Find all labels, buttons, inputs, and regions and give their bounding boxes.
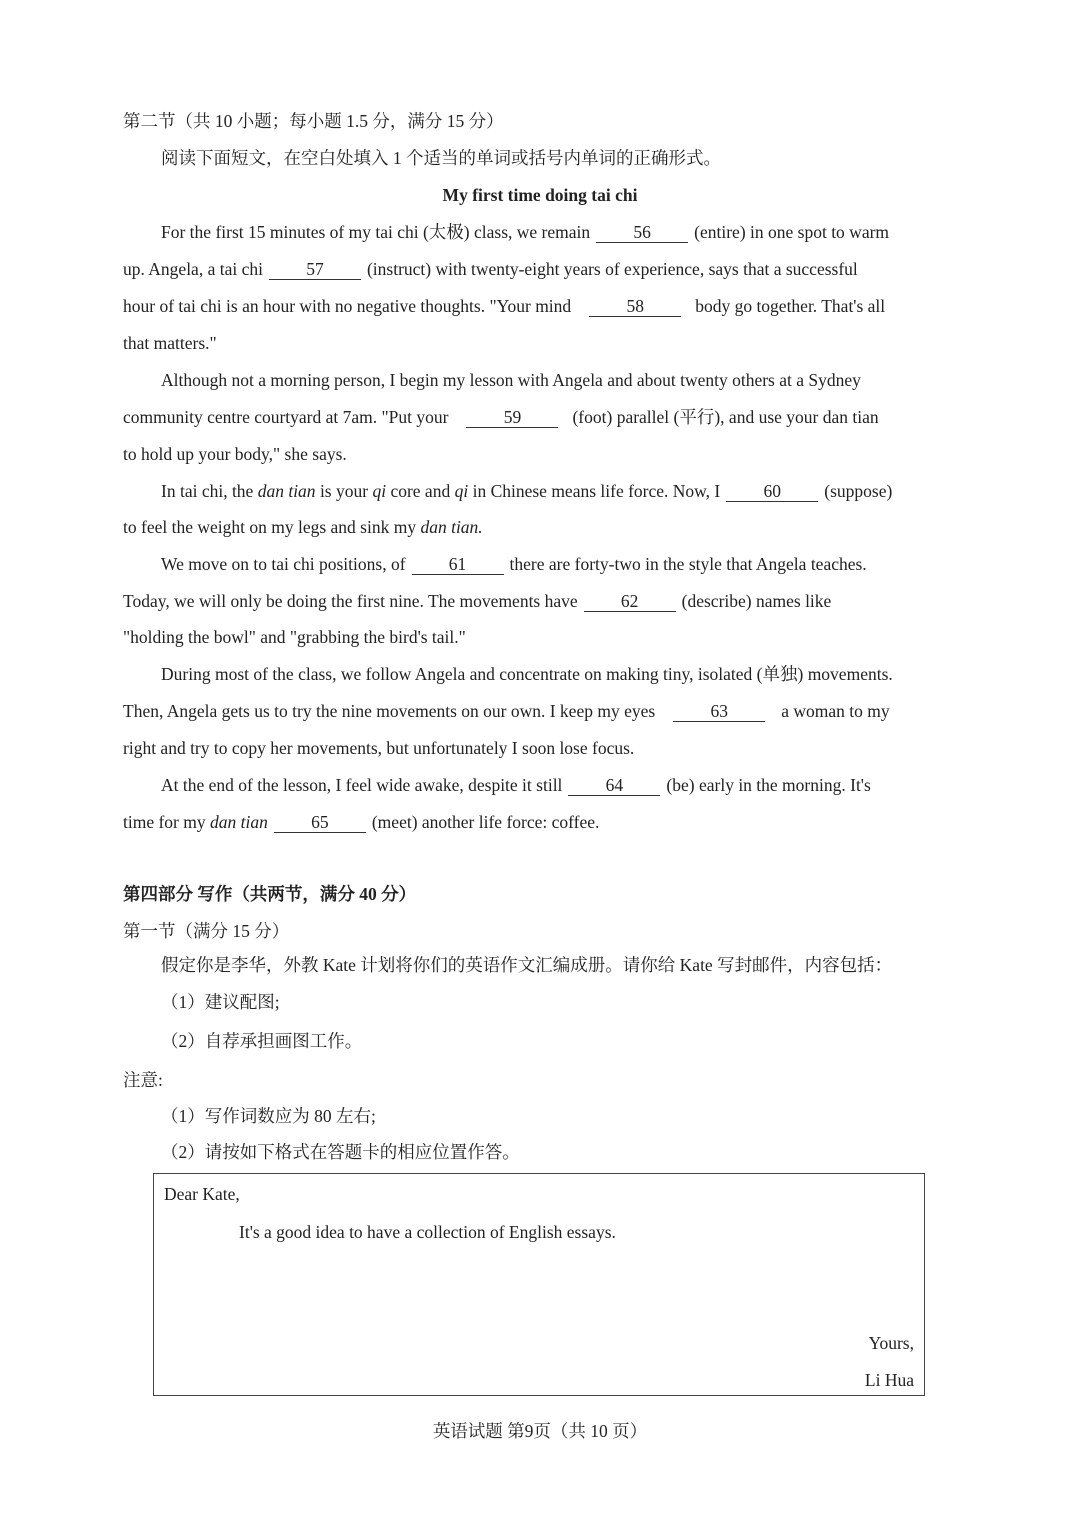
part4-section1-header: 第一节（满分 15 分） bbox=[123, 921, 290, 941]
blank-65[interactable]: 65 bbox=[274, 812, 366, 833]
passage-line: In tai chi, the dan tian is your qi core and qi in Chinese means life force. Now, I 60 (suppose) bbox=[161, 481, 893, 501]
passage-line: hour of tai chi is an hour with no negative thoughts. "Your mind 58 body go together. That's all bbox=[123, 296, 886, 316]
passage-line: to feel the weight on my legs and sink my dan tian. bbox=[123, 517, 483, 537]
writing-prompt: 假定你是李华，外教 Kate 计划将你们的英语作文汇编成册。请你给 Kate 写封邮件，内容包括： bbox=[161, 955, 893, 975]
note-item: （1）写作词数应为 80 左右; bbox=[161, 1106, 376, 1126]
part4-header: 第四部分 写作（共两节，满分 40 分） bbox=[123, 884, 417, 904]
blank-59[interactable]: 59 bbox=[466, 407, 558, 428]
note-label: 注意: bbox=[123, 1070, 163, 1090]
passage-line: community centre courtyard at 7am. "Put your 59 (foot) parallel (平行), and use your dan tian bbox=[123, 407, 879, 427]
passage-line: For the first 15 minutes of my tai chi (太极) class, we remain 56 (entire) in one spot to warm bbox=[161, 222, 890, 242]
blank-57[interactable]: 57 bbox=[269, 259, 361, 280]
letter-signature: Li Hua bbox=[864, 1370, 914, 1390]
blank-61[interactable]: 61 bbox=[412, 554, 504, 575]
blank-64[interactable]: 64 bbox=[568, 775, 660, 796]
passage-line: "holding the bowl" and "grabbing the bird's tail." bbox=[123, 627, 466, 647]
passage-line: right and try to copy her movements, but unfortunately I soon lose focus. bbox=[123, 738, 635, 758]
requirement-item: （1）建议配图; bbox=[161, 992, 280, 1012]
passage-line: Then, Angela gets us to try the nine movements on our own. I keep my eyes 63 a woman to my bbox=[123, 701, 890, 721]
note-item: （2）请按如下格式在答题卡的相应位置作答。 bbox=[161, 1142, 520, 1162]
blank-58[interactable]: 58 bbox=[589, 296, 681, 317]
letter-opening: It's a good idea to have a collection of English essays. bbox=[239, 1222, 616, 1242]
passage-line: During most of the class, we follow Angela and concentrate on making tiny, isolated (单独) movements. bbox=[161, 664, 893, 684]
passage-line: At the end of the lesson, I feel wide awake, despite it still 64 (be) early in the morning. It's bbox=[161, 775, 871, 795]
passage-line: time for my dan tian 65 (meet) another life force: coffee. bbox=[123, 812, 600, 832]
blank-56[interactable]: 56 bbox=[596, 222, 688, 243]
blank-60[interactable]: 60 bbox=[726, 481, 818, 502]
letter-greeting: Dear Kate, bbox=[164, 1184, 240, 1204]
passage-line: to hold up your body," she says. bbox=[123, 444, 347, 464]
requirement-item: （2）自荐承担画图工作。 bbox=[161, 1031, 363, 1051]
passage-line: Although not a morning person, I begin my lesson with Angela and about twenty others at a Sydney bbox=[161, 370, 861, 390]
section-header: 第二节（共 10 小题；每小题 1.5 分，满分 15 分） bbox=[123, 111, 504, 131]
letter-closing: Yours, bbox=[868, 1333, 914, 1353]
blank-63[interactable]: 63 bbox=[673, 701, 765, 722]
page-footer: 英语试题 第9页（共 10 页） bbox=[432, 1421, 648, 1441]
passage-line: Today, we will only be doing the first nine. The movements have 62 (describe) names like bbox=[123, 591, 832, 611]
passage-line: up. Angela, a tai chi 57 (instruct) with twenty-eight years of experience, says that a successful bbox=[123, 259, 858, 279]
blank-62[interactable]: 62 bbox=[584, 591, 676, 612]
passage-line: We move on to tai chi positions, of 61 there are forty-two in the style that Angela teaches. bbox=[161, 554, 867, 574]
passage-title: My first time doing tai chi bbox=[442, 185, 638, 205]
passage-line: that matters." bbox=[123, 333, 217, 353]
instruction: 阅读下面短文，在空白处填入 1 个适当的单词或括号内单词的正确形式。 bbox=[161, 148, 721, 168]
letter-format-box bbox=[153, 1173, 925, 1396]
